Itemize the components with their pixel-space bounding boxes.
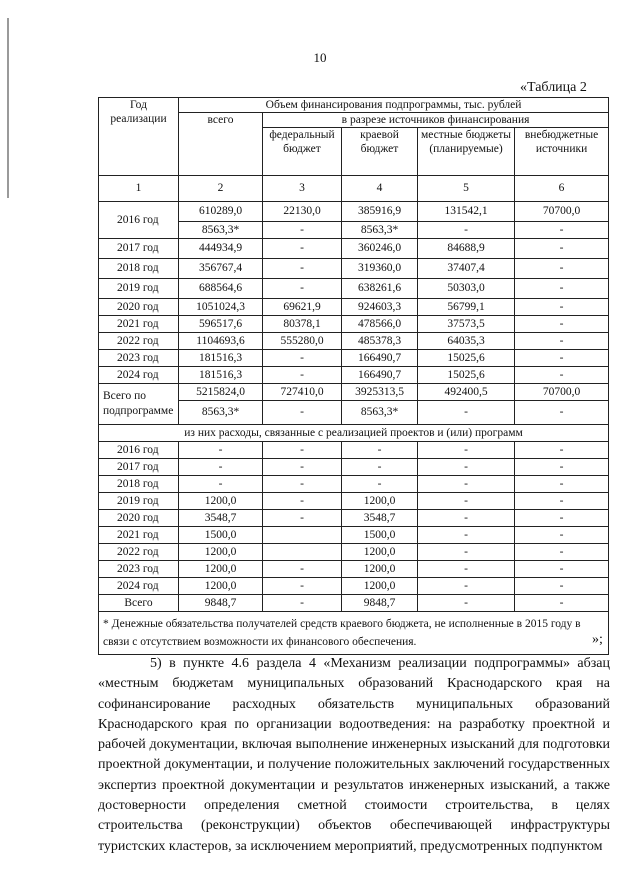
header-volume: Объем финансирования подпрограммы, тыс. рублей xyxy=(179,98,609,113)
value-cell: 37573,5 xyxy=(418,316,515,333)
body-paragraph: 5) в пункте 4.6 раздела 4 «Механизм реализации подпрограммы» абзац «местным бюджетам муниципальных образований Краснодарского края на софинансирование расходных обязательств муниципальных образований Краснодарского края по организации водоотведения: на разработку проектной и рабочей документации, включая выполнение инженерных изысканий для подготовки проектной документации, и получение положительных заключений государственных экспертиз проектной документации и результатов инженерных изысканий, а также достоверности определения сметной стоимости строительства, в целях строительства (реконструкции) объектов обеспечивающей инфраструктуры туристских кластеров, за исключением мероприятий, предусмотренных подпунктом xyxy=(98,656,610,854)
column-number-row xyxy=(99,176,609,202)
closing-quote: »; xyxy=(592,632,603,647)
year-cell: 2019 год xyxy=(99,279,179,299)
value-cell: 3548,7 xyxy=(179,510,263,527)
value-cell: - xyxy=(515,333,609,350)
value-cell: - xyxy=(418,476,515,493)
value-cell: - xyxy=(515,299,609,316)
value-cell: 1200,0 xyxy=(342,493,418,510)
header-extra: внебюджетные источники xyxy=(515,128,609,176)
value-cell: 1500,0 xyxy=(179,527,263,544)
table-row xyxy=(99,316,609,333)
year-cell: 2017 год xyxy=(99,239,179,259)
value-cell: 8563,3* xyxy=(342,222,418,239)
value-cell: - xyxy=(515,442,609,459)
year-cell: 2018 год xyxy=(99,259,179,279)
year-cell: 2024 год xyxy=(99,367,179,384)
value-cell: 22130,0 xyxy=(263,202,342,222)
value-cell xyxy=(263,527,342,544)
table-row xyxy=(99,595,609,612)
value-cell: - xyxy=(263,367,342,384)
value-cell: - xyxy=(263,222,342,239)
value-cell: - xyxy=(515,401,609,425)
col-number: 1 xyxy=(99,176,179,202)
value-cell: 1051024,3 xyxy=(179,299,263,316)
table-row xyxy=(99,239,609,259)
value-cell: - xyxy=(515,259,609,279)
financing-table xyxy=(98,97,609,655)
value-cell: - xyxy=(515,544,609,561)
table-row xyxy=(99,561,609,578)
value-cell: 5215824,0 xyxy=(179,384,263,401)
value-cell: - xyxy=(515,367,609,384)
value-cell: 3925313,5 xyxy=(342,384,418,401)
value-cell: - xyxy=(179,459,263,476)
value-cell: 1200,0 xyxy=(179,493,263,510)
page-number: 10 xyxy=(313,50,327,65)
table-row xyxy=(99,527,609,544)
table-row xyxy=(99,493,609,510)
footnote: * Денежные обязательства получателей средств краевого бюджета, не исполненные в 2015 году в связи с отсутствием возможности их финансового обеспечения. xyxy=(99,612,609,655)
section-title: из них расходы, связанные с реализацией проектов и (или) программ xyxy=(99,425,609,442)
value-cell: 8563,3* xyxy=(179,401,263,425)
value-cell: 1104693,6 xyxy=(179,333,263,350)
value-cell: - xyxy=(418,493,515,510)
table-row xyxy=(99,299,609,316)
value-cell: - xyxy=(342,442,418,459)
year-cell: 2022 год xyxy=(99,333,179,350)
value-cell: - xyxy=(342,476,418,493)
value-cell: 80378,1 xyxy=(263,316,342,333)
value-cell: 444934,9 xyxy=(179,239,263,259)
annual-rows xyxy=(99,239,609,384)
value-cell: - xyxy=(263,442,342,459)
value-cell: 166490,7 xyxy=(342,367,418,384)
value-cell: 70700,0 xyxy=(515,384,609,401)
value-cell: 181516,3 xyxy=(179,350,263,367)
value-cell: - xyxy=(515,561,609,578)
footnote-row xyxy=(99,612,609,655)
year-cell: 2023 год xyxy=(99,350,179,367)
value-cell: - xyxy=(263,239,342,259)
value-cell: 15025,6 xyxy=(418,367,515,384)
value-cell: - xyxy=(179,442,263,459)
value-cell: - xyxy=(263,401,342,425)
value-cell: 1200,0 xyxy=(342,561,418,578)
value-cell: 37407,4 xyxy=(418,259,515,279)
value-cell: 638261,6 xyxy=(342,279,418,299)
value-cell: 8563,3* xyxy=(179,222,263,239)
value-cell: - xyxy=(418,527,515,544)
table-row xyxy=(99,442,609,459)
year-cell: 2018 год xyxy=(99,476,179,493)
value-cell: - xyxy=(515,595,609,612)
value-cell: - xyxy=(418,595,515,612)
total-label: Всего по подпрограмме xyxy=(99,384,179,425)
value-cell: 492400,5 xyxy=(418,384,515,401)
value-cell xyxy=(263,544,342,561)
value-cell: 1500,0 xyxy=(342,527,418,544)
value-cell: - xyxy=(263,561,342,578)
value-cell: - xyxy=(263,259,342,279)
year-cell: Всего xyxy=(99,595,179,612)
table-label: «Таблица 2 xyxy=(520,80,587,95)
value-cell: 924603,3 xyxy=(342,299,418,316)
header-total: всего xyxy=(179,113,263,176)
table-row xyxy=(99,202,609,222)
value-cell: 478566,0 xyxy=(342,316,418,333)
value-cell: 15025,6 xyxy=(418,350,515,367)
value-cell: - xyxy=(418,544,515,561)
value-cell: 319360,0 xyxy=(342,259,418,279)
table-row xyxy=(99,476,609,493)
value-cell: - xyxy=(263,476,342,493)
value-cell: 1200,0 xyxy=(179,544,263,561)
table-row xyxy=(99,333,609,350)
value-cell: - xyxy=(418,442,515,459)
header-sources: в разрезе источников финансирования xyxy=(263,113,609,128)
table-row xyxy=(99,544,609,561)
value-cell: - xyxy=(179,476,263,493)
table-row xyxy=(99,459,609,476)
value-cell: - xyxy=(515,493,609,510)
value-cell: - xyxy=(515,527,609,544)
value-cell: - xyxy=(418,561,515,578)
col-number: 2 xyxy=(179,176,263,202)
value-cell: 69621,9 xyxy=(263,299,342,316)
value-cell: 9848,7 xyxy=(342,595,418,612)
table-row xyxy=(99,367,609,384)
value-cell: 1200,0 xyxy=(342,578,418,595)
header-year: Год реализации xyxy=(99,98,179,176)
value-cell: - xyxy=(515,316,609,333)
value-cell: 1200,0 xyxy=(342,544,418,561)
value-cell: - xyxy=(263,578,342,595)
value-cell: 727410,0 xyxy=(263,384,342,401)
value-cell: - xyxy=(263,279,342,299)
value-cell: - xyxy=(515,239,609,259)
value-cell: 166490,7 xyxy=(342,350,418,367)
value-cell: 1200,0 xyxy=(179,561,263,578)
value-cell: 70700,0 xyxy=(515,202,609,222)
value-cell: 1200,0 xyxy=(179,578,263,595)
value-cell: 56799,1 xyxy=(418,299,515,316)
value-cell: - xyxy=(263,493,342,510)
value-cell: - xyxy=(515,279,609,299)
value-cell: 555280,0 xyxy=(263,333,342,350)
year-cell: 2016 год xyxy=(99,202,179,239)
value-cell: 688564,6 xyxy=(179,279,263,299)
value-cell: 356767,4 xyxy=(179,259,263,279)
left-margin-line xyxy=(7,18,9,198)
table-row xyxy=(99,578,609,595)
col-number: 6 xyxy=(515,176,609,202)
value-cell: - xyxy=(515,222,609,239)
year-cell: 2019 год xyxy=(99,493,179,510)
value-cell: 610289,0 xyxy=(179,202,263,222)
col-number: 5 xyxy=(418,176,515,202)
year-cell: 2021 год xyxy=(99,527,179,544)
value-cell: 596517,6 xyxy=(179,316,263,333)
col-number: 3 xyxy=(263,176,342,202)
value-cell: 50303,0 xyxy=(418,279,515,299)
table-row xyxy=(99,279,609,299)
value-cell: - xyxy=(515,350,609,367)
section-row xyxy=(99,425,609,442)
value-cell: 360246,0 xyxy=(342,239,418,259)
value-cell: 8563,3* xyxy=(342,401,418,425)
value-cell: - xyxy=(418,401,515,425)
year-cell: 2023 год xyxy=(99,561,179,578)
value-cell: - xyxy=(515,510,609,527)
value-cell: 3548,7 xyxy=(342,510,418,527)
header-regional: краевой бюджет xyxy=(342,128,418,176)
year-cell: 2017 год xyxy=(99,459,179,476)
value-cell: - xyxy=(515,459,609,476)
value-cell: - xyxy=(418,578,515,595)
value-cell: 9848,7 xyxy=(179,595,263,612)
year-cell: 2024 год xyxy=(99,578,179,595)
total-row xyxy=(99,384,609,401)
value-cell: 84688,9 xyxy=(418,239,515,259)
value-cell: - xyxy=(263,350,342,367)
table-row xyxy=(99,350,609,367)
year-cell: 2020 год xyxy=(99,510,179,527)
year-cell: 2021 год xyxy=(99,316,179,333)
value-cell: - xyxy=(263,510,342,527)
value-cell: - xyxy=(342,459,418,476)
value-cell: 181516,3 xyxy=(179,367,263,384)
value-cell: 131542,1 xyxy=(418,202,515,222)
header-federal: федеральный бюджет xyxy=(263,128,342,176)
value-cell: - xyxy=(515,578,609,595)
value-cell: - xyxy=(263,595,342,612)
value-cell: - xyxy=(418,459,515,476)
value-cell: 385916,9 xyxy=(342,202,418,222)
value-cell: 64035,3 xyxy=(418,333,515,350)
year-cell: 2020 год xyxy=(99,299,179,316)
value-cell: - xyxy=(418,510,515,527)
year-cell: 2016 год xyxy=(99,442,179,459)
table-row xyxy=(99,510,609,527)
header-local: местные бюджеты (планируемые) xyxy=(418,128,515,176)
value-cell: - xyxy=(515,476,609,493)
value-cell: - xyxy=(263,459,342,476)
value-cell: 485378,3 xyxy=(342,333,418,350)
project-expense-rows xyxy=(99,442,609,612)
col-number: 4 xyxy=(342,176,418,202)
table-row xyxy=(99,259,609,279)
value-cell: - xyxy=(418,222,515,239)
year-cell: 2022 год xyxy=(99,544,179,561)
